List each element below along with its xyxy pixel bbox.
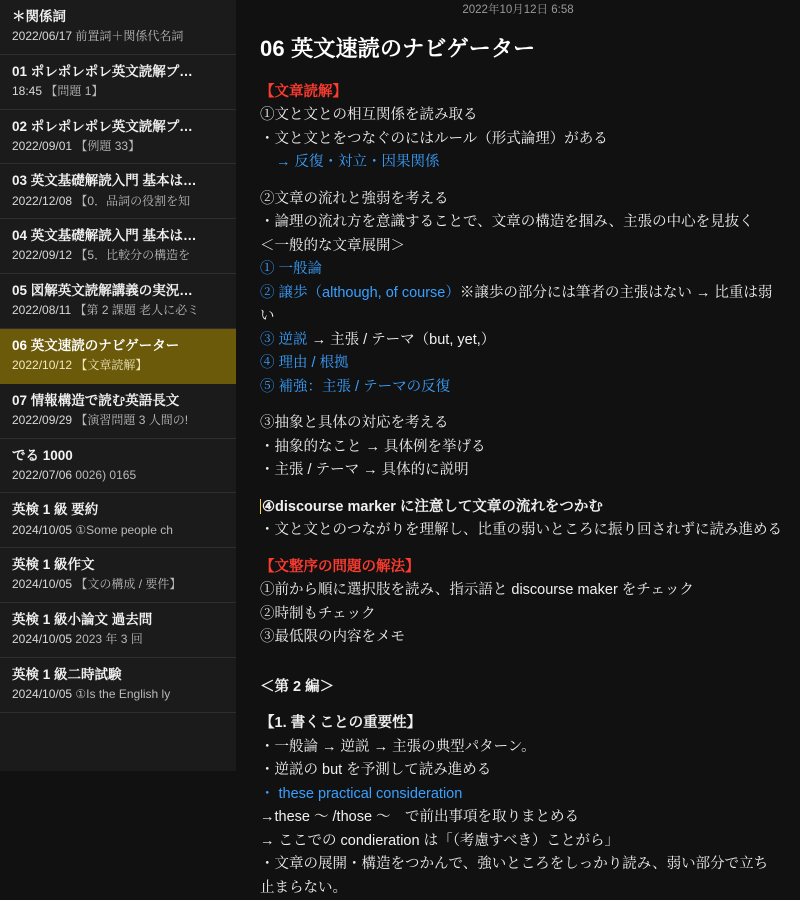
note-line: ①文と文との相互関係を読み取る [260, 107, 478, 124]
note-item-title: ＊関係詞 [12, 9, 66, 24]
note-line: ＜第 2 編＞ [260, 678, 335, 695]
note-line: 【1. 書くことの重要性】 [260, 715, 422, 732]
note-item-preview: 前置詞＋関係代名詞 [72, 29, 184, 44]
note-item-title: 01 ポレポレポレ英文読解プ… [12, 63, 193, 79]
note-item-meta [12, 139, 226, 155]
note-item-date: 2024/10/05 [12, 686, 73, 701]
note-item-preview: 【演習問題 3 人間の! [72, 412, 189, 427]
note-line: ・一般論 → 逆説 → 主張の典型パターン。 [260, 738, 536, 755]
note-item-meta [12, 194, 226, 210]
note-line: ⑤ 補強：主張 / テーマの反復 [260, 378, 451, 395]
note-item-title: 02 ポレポレポレ英文読解プ… [12, 118, 193, 134]
note-item-date: 18:45 [12, 84, 43, 99]
note-item-title: 英検 1 級小論文 過去問 [12, 611, 153, 627]
note-item-date: 2022/08/11 [12, 303, 72, 318]
note-line: ③最低限の内容をメモ [260, 629, 405, 646]
note-item-preview: 【文章読解】 [72, 358, 148, 373]
note-line: 【文章読解】 [260, 84, 347, 100]
note-line: ・文と文とのつながりを理解し、比重の弱いところに振り回されずに読み進める [260, 522, 782, 539]
note-line: ①前から順に選択肢を読み、指示語と discourse maker をチェック [260, 582, 694, 599]
note-item-title: 06 英文速読のナビゲーター [12, 337, 180, 353]
note-line: 【文整序の問題の解法】 [260, 558, 420, 575]
note-line-segment: → 主張 / テーマ（but, yet,） [311, 331, 496, 348]
list-item[interactable] [0, 219, 236, 274]
note-item-title: 英検 1 級作文 [12, 557, 95, 573]
list-item[interactable] [0, 603, 236, 658]
note-item-preview: 【5．比較分の構造を [72, 248, 191, 263]
note-item-date: 2024/10/05 [12, 632, 73, 647]
note-line: →these 〜 /those 〜 で前出事項を取りまとめる [260, 809, 580, 826]
note-item-preview: ①Is the English ly [72, 686, 171, 701]
note-item-date: 2022/10/12 [12, 358, 73, 373]
note-item-title: でる 1000 [12, 447, 73, 463]
list-item[interactable] [0, 55, 236, 110]
list-item[interactable] [0, 439, 236, 494]
note-list[interactable] [0, 0, 236, 713]
note-item-meta [12, 632, 226, 648]
note-line-segment: ③ 逆説 [260, 331, 312, 348]
note-item-title: 英検 1 級二時試験 [12, 666, 122, 682]
status-bar-clock: 2022年10月12日 6:58 [236, 0, 800, 20]
note-item-title: 04 英文基礎解読入門 基本は… [12, 228, 197, 244]
note-item-date: 2022/09/12 [12, 248, 73, 263]
spacer [260, 663, 782, 676]
note-line: ④discourse marker に注意して文章の流れをつかむ [262, 498, 603, 515]
note-line-segment: ② 譲歩（although, of course） [260, 284, 460, 301]
note-item-preview: 0026) 0165 [72, 467, 137, 482]
note-line: ・抽象的なこと → 具体例を挙げる [260, 438, 486, 455]
note-item-title: 英検 1 級 要約 [12, 502, 99, 518]
note-line: ③抽象と具体の対応を考える [260, 415, 449, 432]
list-item[interactable] [0, 384, 236, 439]
note-item-meta [12, 358, 226, 374]
note-item-date: 2022/07/06 [12, 467, 73, 482]
note-item-date: 2022/12/08 [12, 193, 73, 208]
note-line: ・ these practical consideration [260, 785, 463, 802]
note-content[interactable] [236, 20, 800, 900]
note-item-date: 2024/10/05 [12, 577, 73, 592]
note-item-meta [12, 468, 226, 484]
note-item-meta [12, 303, 226, 319]
spacer [260, 699, 782, 712]
note-item-meta [12, 413, 226, 429]
list-item[interactable] [0, 274, 236, 329]
note-item-preview: 【例題 33】 [72, 138, 141, 153]
note-line: ・文と文とをつなぐのにはルール（形式論理）がある [260, 130, 608, 147]
note-item-date: 2022/06/17 [12, 29, 73, 44]
note-line: ① 一般論 [260, 261, 323, 278]
note-item-preview: 【第 2 課題 老人に必ミ [71, 303, 200, 318]
note-line: ・論理の流れ方を意識することで、文章の構造を掴み、主張の中心を見抜く [260, 214, 754, 231]
note-item-preview: 2023 年 3 回 [72, 632, 143, 647]
note-title: 06 英文速読のナビゲーター [260, 36, 536, 61]
note-item-meta [12, 577, 226, 593]
spacer [260, 399, 782, 412]
spacer [260, 175, 782, 188]
note-item-preview: 【文の構成 / 要件】 [72, 577, 182, 592]
note-line [260, 282, 782, 329]
note-item-title: 03 英文基礎解読入門 基本は… [12, 173, 197, 189]
note-item-meta [12, 29, 226, 45]
note-item-meta [12, 523, 226, 539]
list-item[interactable] [0, 110, 236, 165]
editor-scrollbar[interactable] [796, 20, 800, 771]
list-item[interactable] [0, 548, 236, 603]
note-item-preview: ①Some people ch [72, 522, 173, 537]
note-item-preview: 【問題 1】 [42, 84, 104, 99]
note-item-meta [12, 248, 226, 264]
note-line-segment: ※譲歩の部分には筆者の主張はない → 比重は弱い [260, 284, 773, 325]
note-line: → ここでの condieration は「（考慮すべき）ことがら」 [260, 832, 620, 849]
list-item[interactable] [0, 658, 236, 713]
note-item-preview: 【0．品詞の役割を知 [72, 193, 191, 208]
note-line: ②時制もチェック [260, 605, 376, 622]
note-item-meta [12, 84, 226, 100]
spacer [260, 483, 782, 496]
note-item-date: 2022/09/29 [12, 412, 73, 427]
note-line: ②文章の流れと強弱を考える [260, 190, 449, 207]
notes-list-sidebar[interactable] [0, 0, 236, 771]
spacer [260, 543, 782, 556]
note-line: ④ 理由 / 根拠 [260, 355, 349, 372]
list-item[interactable] [0, 493, 236, 548]
note-item-date: 2022/09/01 [12, 138, 73, 153]
note-line: ・主張 / テーマ → 具体的に説明 [260, 462, 469, 479]
note-item-title: 07 情報構造で読む英語長文 [12, 392, 180, 408]
note-item-date: 2024/10/05 [12, 522, 73, 537]
note-line: ・逆説の but を予測して読み進める [260, 762, 492, 779]
note-body[interactable] [260, 81, 782, 900]
note-line: → 反復・対立・因果関係 [276, 154, 440, 171]
note-editor-pane[interactable] [236, 0, 800, 896]
note-line [260, 329, 782, 352]
list-item[interactable] [0, 0, 236, 55]
note-line: ・文章の展開・構造をつかんで、強いところをしっかり読み、弱い部分で立ち止まらない。 [260, 856, 769, 896]
text-cursor [260, 499, 261, 514]
note-item-title: 05 図解英文読解講義の実況… [12, 283, 193, 299]
note-item-meta [12, 687, 226, 703]
list-item[interactable] [0, 329, 236, 384]
list-item[interactable] [0, 164, 236, 219]
note-line: ＜一般的な文章展開＞ [260, 237, 405, 254]
spacer [260, 650, 782, 663]
